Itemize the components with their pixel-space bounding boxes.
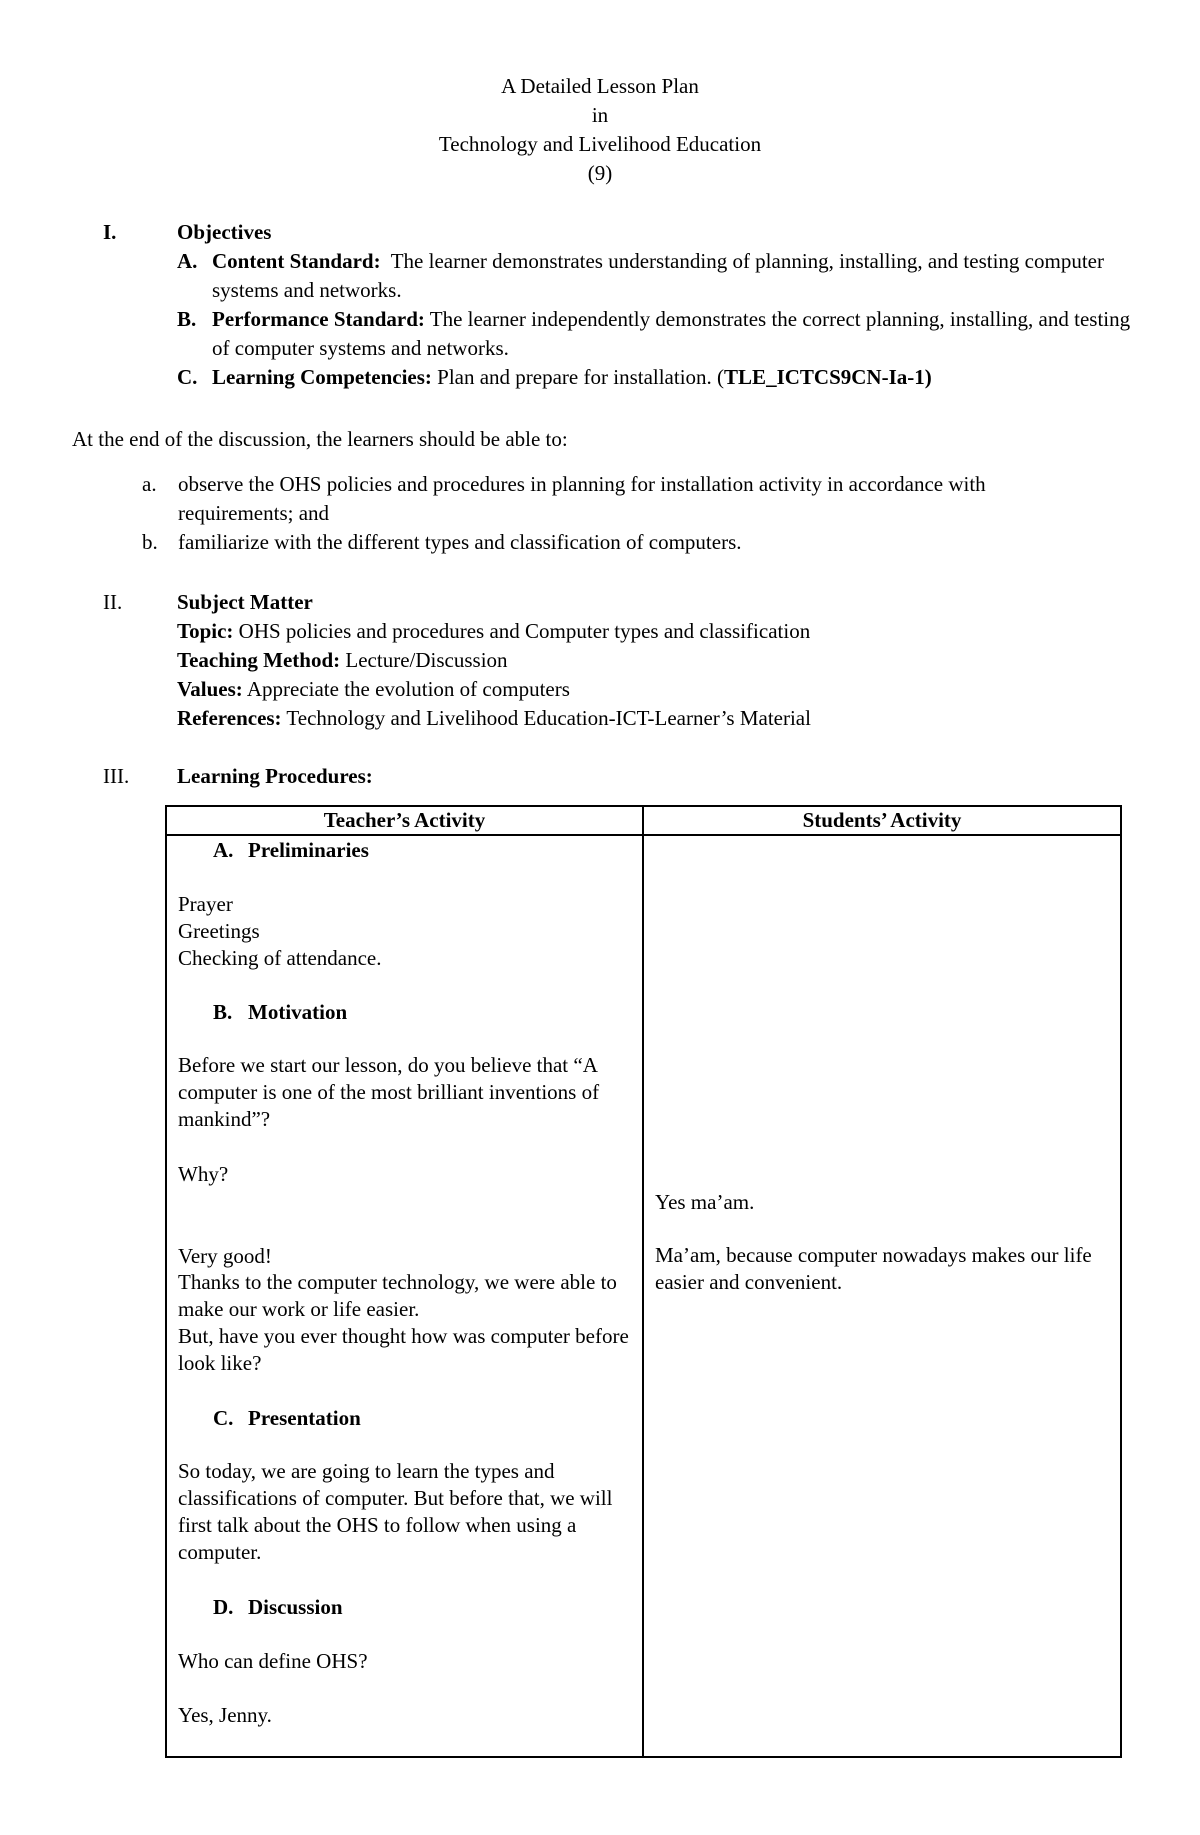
subheading-title: Preliminaries: [248, 838, 369, 862]
table-header-row: [166, 806, 1121, 835]
why-text: Why?: [178, 1162, 229, 1186]
outcome-text: familiarize with the different types and classification of computers.: [178, 530, 742, 554]
subheading-letter: D.: [213, 1595, 234, 1619]
objective-text: The learner independently demonstrates the correct planning, installing, and testing of computer systems and networks.: [212, 307, 1136, 360]
column-header-students: Students’ Activity: [643, 806, 1121, 835]
table-row: [166, 835, 1121, 1757]
values-label: Values:: [177, 677, 243, 701]
objective-letter: C.: [177, 365, 198, 389]
subheading-letter: C.: [213, 1406, 234, 1430]
references-line: [177, 704, 811, 733]
yes-jenny-text: Yes, Jenny.: [178, 1703, 272, 1727]
title-line-1: A Detailed Lesson Plan: [501, 74, 699, 98]
objective-text: Plan and prepare for installation. (: [431, 365, 725, 389]
subheading-motivation: [213, 998, 347, 1027]
teacher-activity-cell: [166, 835, 643, 1757]
section-title-subject-matter: Subject Matter: [177, 590, 313, 614]
subheading-title: Presentation: [248, 1406, 361, 1430]
subheading-presentation: [213, 1404, 361, 1433]
greetings-text: Greetings: [178, 919, 260, 943]
subject-matter: [177, 588, 811, 733]
outcomes-intro: At the end of the discussion, the learners should be able to:: [72, 427, 568, 451]
method-value: Lecture/Discussion: [340, 648, 508, 672]
outcome-letter: b.: [142, 530, 158, 554]
define-ohs-question: Who can define OHS?: [178, 1649, 368, 1673]
outcome-letter: a.: [142, 472, 157, 496]
procedures-table: [165, 805, 1122, 1758]
references-value: Technology and Livelihood Education-ICT-Learner’s Material: [281, 706, 811, 730]
values-line: [177, 675, 811, 704]
student-answer-because: Ma’am, because computer nowadays makes our life easier and convenient.: [655, 1243, 1092, 1294]
section-numeral-objectives: I.: [103, 220, 117, 244]
very-good-text: Very good!: [178, 1244, 272, 1268]
outcomes-list: [142, 470, 1102, 557]
subheading-title: Motivation: [248, 1000, 348, 1024]
presentation-text: So today, we are going to learn the types and classifications of computer. But before that, we will first talk about the OHS to follow when using a computer.: [178, 1459, 613, 1564]
subheading-letter: B.: [213, 1000, 233, 1024]
subheading-preliminaries: [213, 836, 369, 865]
competency-code: TLE_ICTCS9CN-Ia-1): [724, 365, 932, 389]
student-answer-yes: Yes ma’am.: [655, 1190, 755, 1214]
objective-letter: B.: [177, 307, 197, 331]
title-line-3: Technology and Livelihood Education: [438, 132, 762, 156]
outcome-item: [142, 470, 1102, 528]
objective-learning-competencies: [177, 363, 1137, 392]
objective-content-standard: [177, 247, 1137, 305]
attendance-text: Checking of attendance.: [178, 946, 382, 970]
topic-value: OHS policies and procedures and Computer types and classification: [233, 619, 811, 643]
document-title: [0, 72, 1200, 188]
subheading-letter: A.: [213, 838, 234, 862]
subheading-discussion: [213, 1593, 343, 1622]
section-title-objectives: Objectives: [177, 220, 272, 244]
objective-label: Performance Standard:: [212, 307, 425, 331]
references-label: References:: [177, 706, 282, 730]
title-line-4: (9): [587, 161, 613, 185]
section-numeral-subject-matter: II.: [103, 590, 123, 614]
thanks-text: Thanks to the computer technology, we were able to make our work or life easier.: [178, 1270, 617, 1321]
outcome-item: [142, 528, 1102, 557]
section-title-procedures: Learning Procedures:: [177, 764, 373, 788]
objective-label: Learning Competencies:: [212, 365, 432, 389]
topic-label: Topic:: [177, 619, 234, 643]
outcome-text: observe the OHS policies and procedures in planning for installation activity in accordance with requirements; and: [178, 472, 986, 525]
objective-text: The learner demonstrates understanding of planning, installing, and testing computer systems and networks.: [212, 249, 1110, 302]
objective-letter: A.: [177, 249, 198, 273]
values-value: Appreciate the evolution of computers: [242, 677, 570, 701]
method-label: Teaching Method:: [177, 648, 341, 672]
subheading-title: Discussion: [248, 1595, 343, 1619]
title-line-2: in: [591, 103, 609, 127]
objective-performance-standard: [177, 305, 1137, 363]
prayer-text: Prayer: [178, 892, 233, 916]
motivation-question: Before we start our lesson, do you believe that “A computer is one of the most brilliant inventions of mankind”?: [178, 1053, 600, 1131]
students-activity-cell: [643, 835, 1121, 1757]
but-text: But, have you ever thought how was computer before look like?: [178, 1324, 629, 1375]
topic-line: [177, 617, 811, 646]
objectives-list: [177, 247, 1137, 392]
column-header-teacher: Teacher’s Activity: [166, 806, 643, 835]
section-numeral-procedures: III.: [103, 764, 130, 788]
objective-label: Content Standard:: [212, 249, 381, 273]
method-line: [177, 646, 811, 675]
